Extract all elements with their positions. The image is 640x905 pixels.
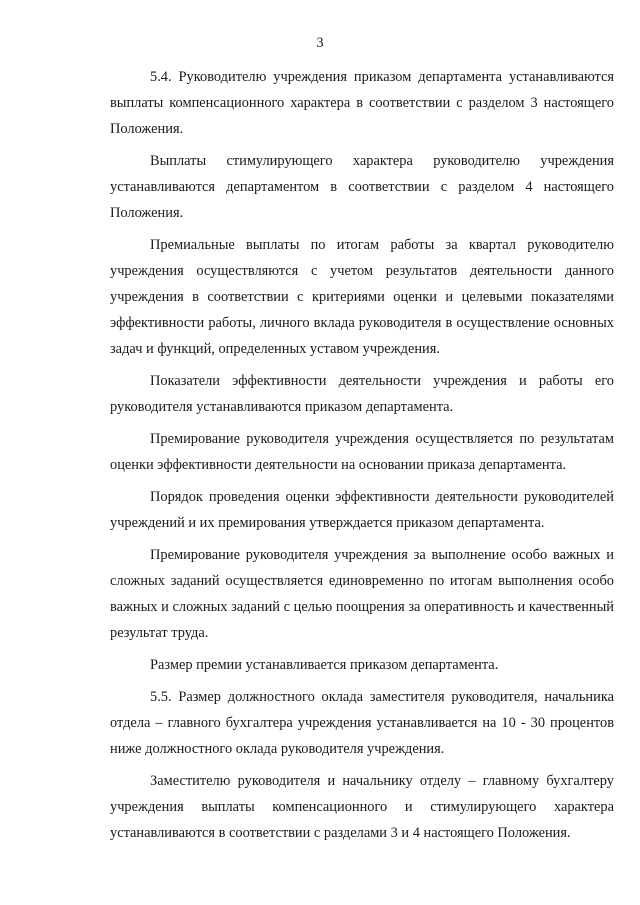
paragraph-quarterly-bonus: Премиальные выплаты по итогам работы за квартал руководителю учреждения осуществляются с учетом результатов деятельности данного учреждения в соответствии с критериями оценки и целевыми показателями эффективности работы, личного вклада руководителя в осуществление основных задач и функций, определенных уставом учреждения. [110,237,614,357]
paragraph-bonus-by-evaluation: Премирование руководителя учреждения осуществляется по результатам оценки эффективности деятельности на основании приказа департамента. [110,431,614,473]
paragraph-efficiency-indicators: Показатели эффективности деятельности учреждения и работы его руководителя устанавливаются приказом департамента. [110,373,614,415]
paragraph-deputy-payments: Заместителю руководителя и начальнику отделу – главному бухгалтеру учреждения выплаты компенсационного и стимулирующего характера устанавливаются в соответствии с разделами 3 и 4 настоящего Положения. [110,773,614,841]
page-number: 3 [316,35,324,51]
paragraph-5-4: 5.4. Руководителю учреждения приказом департамента устанавливаются выплаты компенсационного характера в соответствии с разделом 3 настоящего Положения. [110,69,614,137]
document-body [110,64,614,852]
paragraph-bonus-amount: Размер премии устанавливается приказом департамента. [150,657,499,673]
paragraph-stimulating-payments: Выплаты стимулирующего характера руководителю учреждения устанавливаются департаментом в соответствии с разделом 4 настоящего Положения. [110,153,614,221]
paragraph-5-5: 5.5. Размер должностного оклада заместителя руководителя, начальника отдела – главного бухгалтера учреждения устанавливается на 10 - 30 процентов ниже должностного оклада руководителя учреждения. [110,689,614,757]
paragraph-evaluation-procedure: Порядок проведения оценки эффективности деятельности руководителей учреждений и их премирования утверждается приказом департамента. [110,489,614,531]
paragraph-special-tasks-bonus: Премирование руководителя учреждения за выполнение особо важных и сложных заданий осуществляется единовременно по итогам выполнения особо важных и сложных заданий с целью поощрения за оперативность и качественный результат труда. [110,547,614,641]
